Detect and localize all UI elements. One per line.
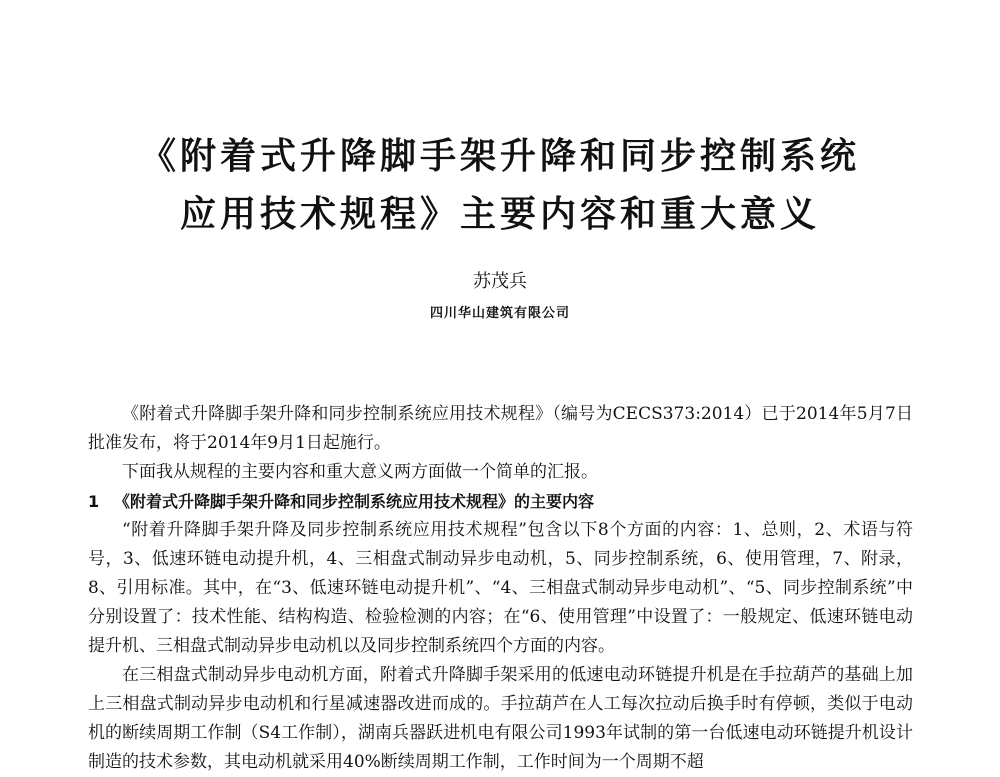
title-line-2: 应用技术规程》主要内容和重大意义 <box>179 194 820 235</box>
section-title: 《附着式升降脚手架升降和同步控制系统应用技术规程》的主要内容 <box>114 492 595 511</box>
author-affiliation: 四川华山建筑有限公司 <box>429 306 570 321</box>
section-number: 1 <box>88 492 100 511</box>
paragraph-contents: “附着升降脚手架升降及同步控制系统应用技术规程”包含以下8个方面的内容：1、总则，2、术语与符号，3、低速环链电动提升机，4、三相盘式制动异步电动机，5、同步控制系统，6、使用管理，7、附录，8、引用标准。其中，在“3、低速环链电动提升机”、“4、三相盘式制动异步电动机”、“5、同步控制系统”中分别设置了：技术性能、结构构造、检验检测的内容；在“6、使用管理”中设置了：一般规定、低速环链电动提升机、三相盘式制动异步电动机以及同步控制系统四个方面的内容。 <box>88 520 913 656</box>
title-line-1: 《附着式升降脚手架升降和同步控制系统 <box>139 136 860 177</box>
paragraph-overview: 下面我从规程的主要内容和重大意义两方面做一个简单的汇报。 <box>122 462 598 482</box>
paper-title <box>0 128 1000 244</box>
paragraph-motor: 在三相盘式制动异步电动机方面，附着式升降脚手架采用的低速电动环链提升机是在手拉葫芦的基础上加上三相盘式制动异步电动机和行星减速器改进而成的。手拉葫芦在人工每次拉动后换手时有停顿，类似于电动机的断续周期工作制（S4工作制），湖南兵器跃进机电有限公司1993年试制的第一台低速电动环链提升机设计制造的技术参数，其电动机就采用40%断续周期工作制，工作时间为一个周期不超 <box>88 665 913 772</box>
paragraph-intro: 《附着式升降脚手架升降和同步控制系统应用技术规程》（编号为CECS373:2014）已于2014年5月7日批准发布，将于2014年9月1日起施行。 <box>88 404 913 453</box>
section-heading-1 <box>88 487 913 516</box>
article-body <box>88 400 913 777</box>
author-name: 苏茂兵 <box>473 271 527 292</box>
